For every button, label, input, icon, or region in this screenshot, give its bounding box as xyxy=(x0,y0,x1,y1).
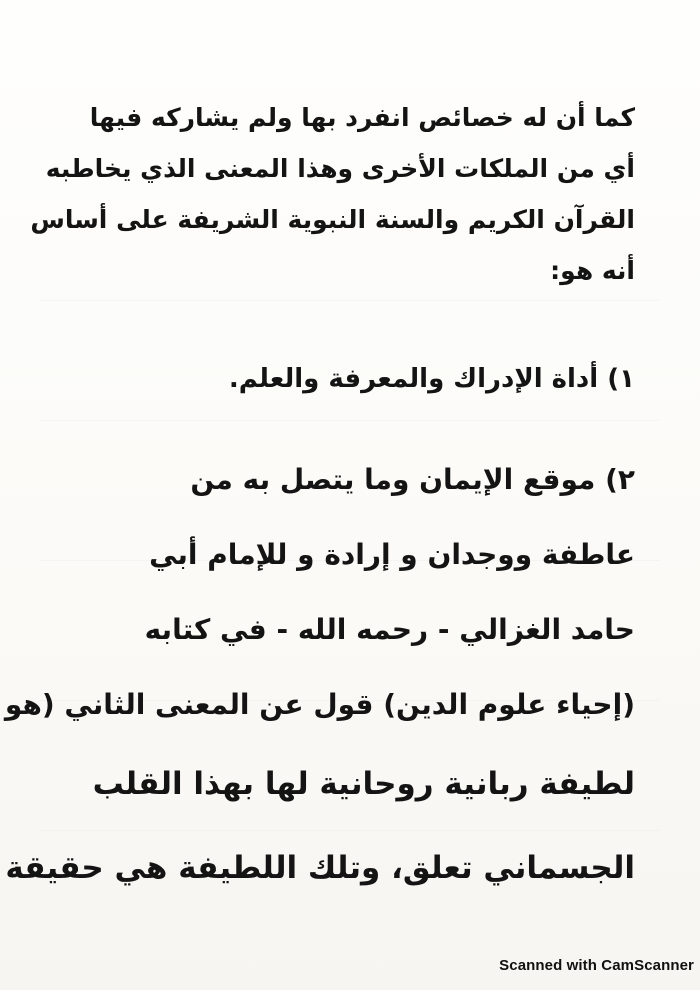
paragraph-line: كما أن له خصائص انفرد بها ولم يشاركه فيها xyxy=(89,103,635,132)
bleed-through-line xyxy=(40,300,660,301)
paragraph-line: أنه هو: xyxy=(550,256,635,285)
item2-line: عاطفة ووجدان و إرادة و للإمام أبي xyxy=(149,538,635,571)
paragraph-line: أي من الملكات الأخرى وهذا المعنى الذي يخاطبه xyxy=(45,154,635,183)
paragraph-line: القرآن الكريم والسنة النبوية الشريفة على أساس xyxy=(30,205,635,234)
item2-line: ٢) موقع الإيمان وما يتصل به من xyxy=(190,463,635,496)
item2-line: حامد الغزالي - رحمه الله - في كتابه xyxy=(144,613,635,646)
item2-line: (إحياء علوم الدين) قول عن المعنى الثاني (هو xyxy=(4,688,635,721)
list-item-2 xyxy=(4,442,635,910)
item2-line: لطيفة ربانية روحانية لها بهذا القلب xyxy=(92,766,635,802)
list-item-1: ١) أداة الإدراك والمعرفة والعلم. xyxy=(228,364,635,394)
item2-line: الجسماني تعلق، وتلك اللطيفة هي حقيقة xyxy=(5,850,635,886)
bleed-through-line xyxy=(40,420,660,421)
camscanner-watermark: Scanned with CamScanner xyxy=(499,957,694,974)
intro-paragraph xyxy=(30,92,635,296)
